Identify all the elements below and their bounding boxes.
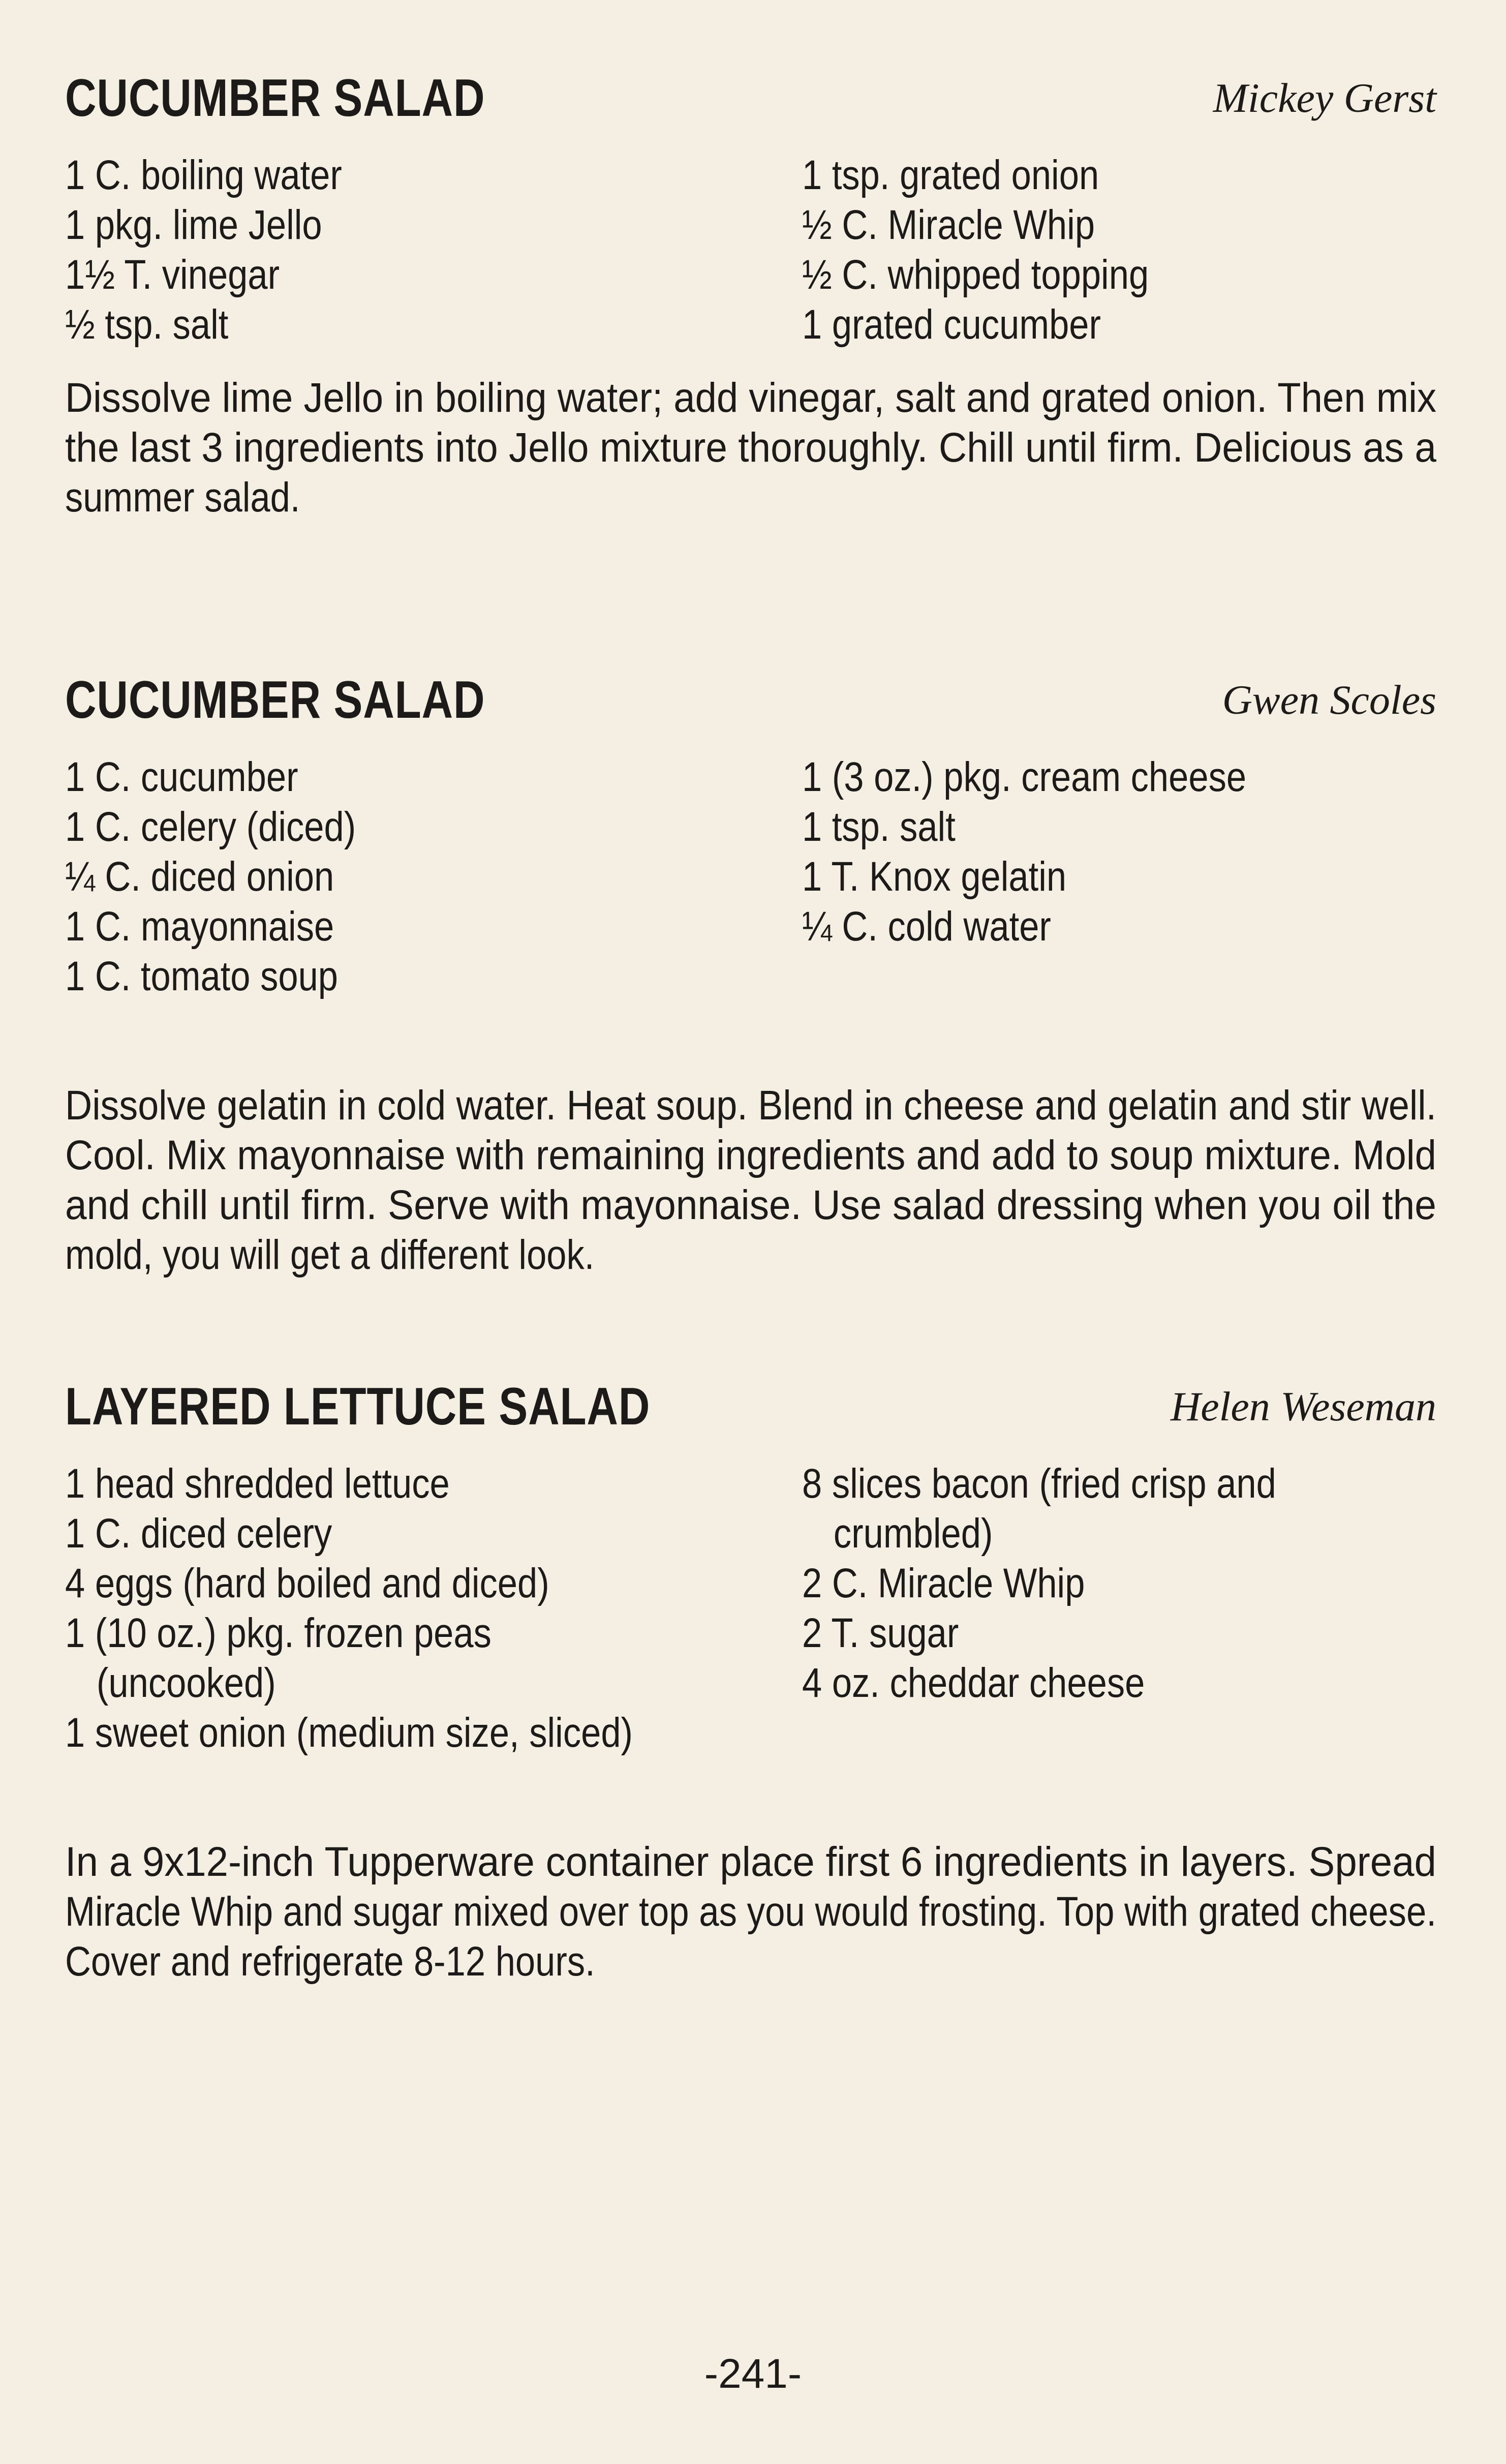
ingredient-column-right bbox=[802, 752, 1318, 952]
recipe-cucumber-salad-scoles bbox=[65, 662, 1437, 1278]
ingredient: 1 C. mayonnaise bbox=[65, 903, 334, 950]
ingredient: 4 eggs (hard boiled and diced) bbox=[65, 1560, 549, 1606]
ingredient-continuation: crumbled) bbox=[833, 1510, 993, 1557]
ingredient-column-right bbox=[802, 1459, 1354, 1708]
directions-line: summer salad. bbox=[65, 474, 300, 521]
directions-line: Dissolve gelatin in cold water. Heat soup. Blend in cheese and gelatin and stir well. bbox=[65, 1082, 1437, 1129]
recipe-title: CUCUMBER SALAD bbox=[65, 69, 485, 128]
ingredient: 1 C. tomato soup bbox=[65, 953, 339, 999]
ingredient-list bbox=[65, 752, 1436, 1001]
ingredient-list bbox=[65, 1459, 1436, 1758]
recipe-author: Mickey Gerst bbox=[1213, 75, 1436, 121]
directions-line: mold, you will get a different look. bbox=[65, 1232, 595, 1278]
directions-line: Dissolve lime Jello in boiling water; add vinegar, salt and grated onion. Then mix bbox=[65, 375, 1437, 421]
recipe-header bbox=[65, 662, 1436, 738]
ingredient: 1 tsp. salt bbox=[802, 804, 956, 850]
directions-line: and chill until firm. Serve with mayonnaise. Use salad dressing when you oil the bbox=[65, 1182, 1436, 1228]
recipe-title: CUCUMBER SALAD bbox=[65, 671, 485, 729]
ingredient: 1 (10 oz.) pkg. frozen peas bbox=[65, 1610, 491, 1656]
directions-line: Miracle Whip and sugar mixed over top as you would frosting. Top with grated cheese. bbox=[65, 1889, 1437, 1935]
recipe-header bbox=[65, 60, 1436, 136]
ingredient: 2 C. Miracle Whip bbox=[802, 1560, 1085, 1606]
ingredient-column-left bbox=[65, 752, 403, 1001]
recipe-header bbox=[65, 1368, 1436, 1445]
ingredient: 1 head shredded lettuce bbox=[65, 1461, 450, 1507]
ingredient: ½ C. Miracle Whip bbox=[802, 202, 1095, 248]
recipe-directions bbox=[65, 373, 1436, 523]
recipe-author: Gwen Scoles bbox=[1222, 677, 1436, 723]
ingredient: 1 C. cucumber bbox=[65, 754, 298, 800]
ingredient: 1 C. celery (diced) bbox=[65, 804, 356, 850]
ingredient: 1 sweet onion (medium size, sliced) bbox=[65, 1710, 633, 1756]
ingredient: 1 T. Knox gelatin bbox=[802, 854, 1067, 900]
ingredient-column-left bbox=[65, 150, 387, 350]
ingredient: 1 C. boiling water bbox=[65, 152, 342, 198]
ingredient: ½ C. whipped topping bbox=[802, 252, 1149, 298]
ingredient: 1 tsp. grated onion bbox=[802, 152, 1099, 198]
page-number: -241- bbox=[704, 2351, 802, 2397]
ingredient: 1 (3 oz.) pkg. cream cheese bbox=[802, 754, 1247, 800]
ingredient: 4 oz. cheddar cheese bbox=[802, 1660, 1145, 1706]
recipe-directions bbox=[65, 1081, 1436, 1280]
ingredient: 1 C. diced celery bbox=[65, 1510, 332, 1557]
recipe-directions bbox=[65, 1837, 1436, 1987]
recipe-cucumber-salad-gerst bbox=[65, 60, 1437, 521]
directions-line: Cool. Mix mayonnaise with remaining ingredients and add to soup mixture. Mold bbox=[65, 1132, 1436, 1178]
ingredient-continuation: (uncooked) bbox=[96, 1660, 276, 1706]
ingredient: 8 slices bacon (fried crisp and bbox=[802, 1461, 1276, 1507]
ingredient-column-left bbox=[65, 1459, 725, 1758]
ingredient: 2 T. sugar bbox=[802, 1610, 959, 1656]
ingredient: 1 pkg. lime Jello bbox=[65, 202, 322, 248]
ingredient-column-right bbox=[802, 150, 1205, 350]
ingredient: ¼ C. cold water bbox=[802, 903, 1051, 950]
ingredient: 1½ T. vinegar bbox=[65, 252, 280, 298]
recipe-author: Helen Weseman bbox=[1171, 1383, 1436, 1429]
recipe-title: LAYERED LETTUCE SALAD bbox=[65, 1377, 651, 1436]
directions-line: Cover and refrigerate 8-12 hours. bbox=[65, 1938, 595, 1985]
directions-line: In a 9x12-inch Tupperware container place first 6 ingredients in layers. Spread bbox=[65, 1839, 1436, 1885]
ingredient-list bbox=[65, 150, 1436, 350]
ingredient: ¼ C. diced onion bbox=[65, 854, 334, 900]
recipe-layered-lettuce-salad bbox=[65, 1368, 1437, 1985]
ingredient: 1 grated cucumber bbox=[802, 301, 1101, 348]
directions-line: the last 3 ingredients into Jello mixture thoroughly. Chill until firm. Delicious as a bbox=[65, 424, 1436, 471]
ingredient: ½ tsp. salt bbox=[65, 301, 229, 348]
